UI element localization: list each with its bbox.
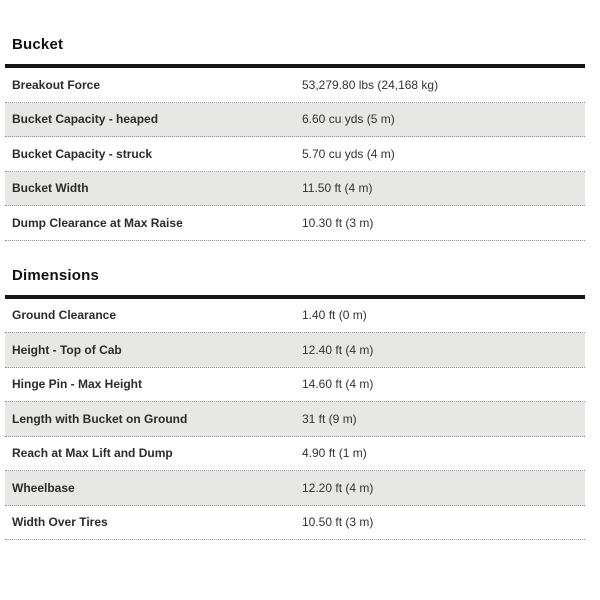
spec-label: Ground Clearance [12,308,117,323]
table-row [5,172,585,207]
spec-label: Bucket Capacity - struck [12,146,153,161]
spec-value: 10.30 ft (3 m) [302,215,374,230]
table-row [5,333,585,368]
table-row [5,471,585,506]
spec-label: Hinge Pin - Max Height [12,377,143,392]
spec-value: 12.20 ft (4 m) [302,480,374,495]
spec-value: 11.50 ft (4 m) [302,181,373,196]
spec-label: Bucket Width [12,181,89,196]
table-row [5,206,585,241]
table-row [5,103,585,138]
spec-value: 31 ft (9 m) [302,411,357,426]
spec-label: Breakout Force [12,77,101,92]
spec-label: Length with Bucket on Ground [12,411,188,426]
spec-value: 6.60 cu yds (5 m) [302,112,395,127]
spec-label: Wheelbase [12,480,75,495]
table-row [5,506,585,541]
spec-label: Bucket Capacity - heaped [12,112,159,127]
table-row [5,68,585,103]
spec-rows-bucket [5,68,585,241]
spec-label: Reach at Max Lift and Dump [12,446,173,461]
spec-section-dimensions [5,267,585,541]
spec-value: 53,279.80 lbs (24,168 kg) [302,77,439,92]
table-row [5,137,585,172]
section-title-dimensions: Dimensions [12,266,100,284]
spec-value: 10.50 ft (3 m) [302,515,374,530]
spec-value: 12.40 ft (4 m) [302,342,374,357]
section-title-bucket: Bucket [12,36,64,53]
spec-label: Width Over Tires [12,515,108,530]
table-row [5,402,585,437]
spec-label: Dump Clearance at Max Raise [12,215,183,230]
spec-value: 1.40 ft (0 m) [302,308,367,323]
table-row [5,437,585,472]
spec-rows-dimensions [5,299,585,541]
spec-value: 5.70 cu yds (4 m) [302,146,395,161]
spec-value: 4.90 ft (1 m) [302,446,367,461]
spec-section-bucket [5,36,585,241]
spec-label: Height - Top of Cab [12,342,122,357]
spec-value: 14.60 ft (4 m) [302,377,374,392]
table-row [5,299,585,334]
table-row [5,368,585,403]
